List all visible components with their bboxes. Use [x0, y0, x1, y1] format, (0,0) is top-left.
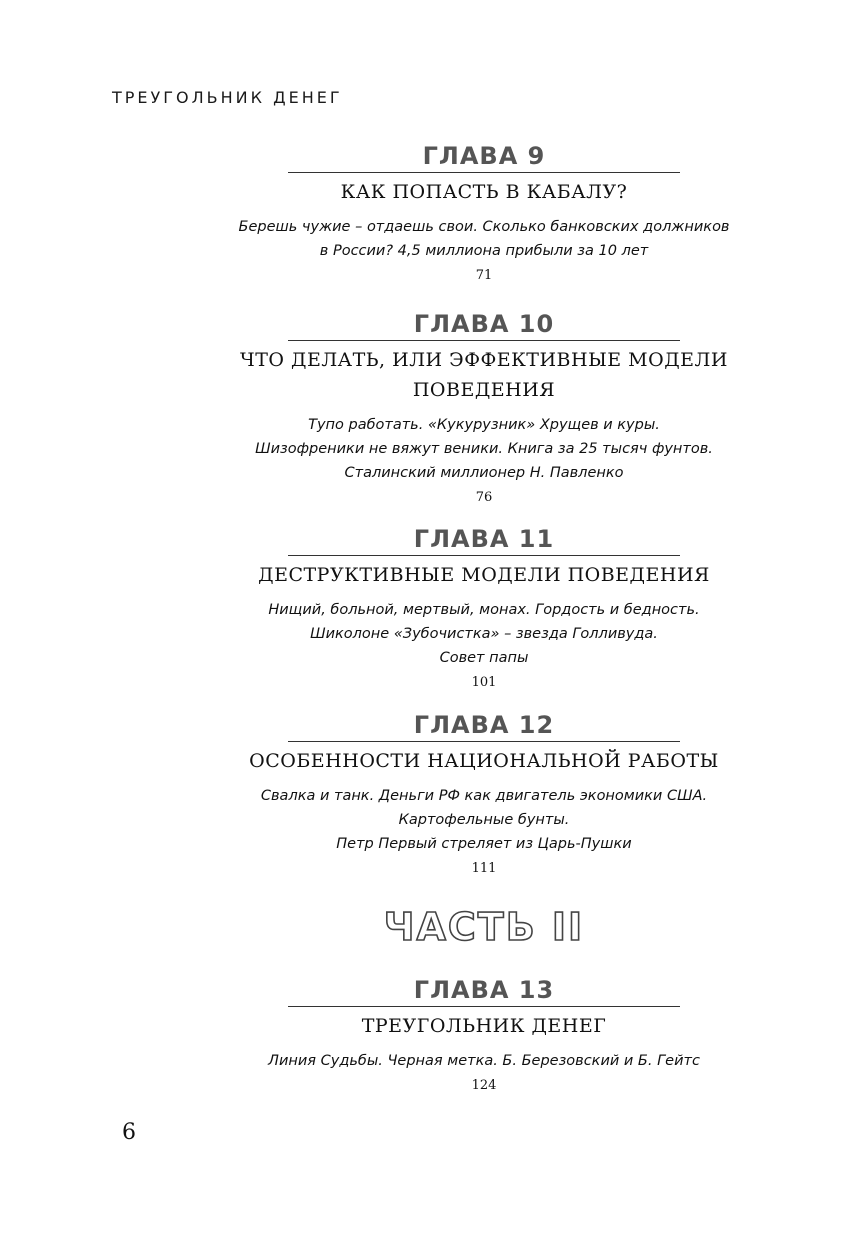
running-head: ТРЕУГОЛЬНИК ДЕНЕГ	[112, 88, 343, 107]
divider	[288, 555, 680, 556]
page-number: 101	[471, 675, 497, 690]
description-line: Берешь чужие – отдаешь свои. Сколько банковских должников	[238, 219, 730, 235]
chapter-title-line: ПОВЕДЕНИЯ	[412, 379, 556, 401]
description-line: Картофельные бунты.	[398, 812, 570, 828]
chapter-description	[218, 598, 750, 670]
description-line: Шиколоне «Зубочистка» – звезда Голливуда.	[310, 626, 658, 642]
chapter-title-line: ЧТО ДЕЛАТЬ, ИЛИ ЭФФЕКТИВНЫЕ МОДЕЛИ	[240, 349, 728, 371]
description-line: Совет папы	[439, 650, 529, 666]
description-line: Сталинский миллионер Н. Павленко	[344, 465, 624, 481]
divider	[288, 1006, 680, 1007]
chapter-title-line: ДЕСТРУКТИВНЫЕ МОДЕЛИ ПОВЕДЕНИЯ	[258, 564, 710, 586]
chapter-title	[288, 1011, 680, 1041]
chapter-title-line: ОСОБЕННОСТИ НАЦИОНАЛЬНОЙ РАБОТЫ	[249, 750, 719, 772]
description-line: Петр Первый стреляет из Царь-Пушки	[336, 836, 632, 852]
chapter-title-line: КАК ПОПАСТЬ В КАБАЛУ?	[340, 181, 628, 203]
chapter-title	[228, 345, 740, 405]
folio-page-number: 6	[122, 1120, 136, 1145]
chapter-number: ГЛАВА 13	[413, 976, 555, 1004]
part-heading: ЧАСТЬ II	[383, 905, 585, 949]
description-line: в России? 4,5 миллиона прибыли за 10 лет	[319, 243, 649, 259]
chapter-description	[218, 784, 750, 856]
divider	[288, 340, 680, 341]
chapter-title	[228, 746, 740, 776]
page-number: 111	[471, 861, 497, 876]
toc-entry-chapter-13[interactable]	[268, 976, 700, 1097]
chapter-number: ГЛАВА 9	[422, 142, 546, 170]
chapter-description	[218, 413, 750, 485]
description-line: Тупо работать. «Кукурузник» Хрущев и куры.	[308, 417, 660, 433]
page-number: 76	[475, 490, 493, 505]
description-line: Линия Судьбы. Черная метка. Б. Березовский и Б. Гейтс	[268, 1053, 700, 1069]
divider	[288, 172, 680, 173]
chapter-title	[288, 177, 680, 207]
chapter-number: ГЛАВА 12	[413, 711, 555, 739]
chapter-description	[218, 215, 750, 263]
description-line: Нищий, больной, мертвый, монах. Гордость и бедность.	[268, 602, 700, 618]
toc-entry-chapter-12[interactable]	[249, 711, 719, 880]
chapter-title	[228, 560, 740, 590]
toc-entry-chapter-9[interactable]	[238, 142, 730, 287]
toc-entry-chapter-10[interactable]	[240, 310, 728, 509]
chapter-number: ГЛАВА 11	[413, 525, 555, 553]
chapter-title-line: ТРЕУГОЛЬНИК ДЕНЕГ	[361, 1015, 607, 1037]
chapter-number: ГЛАВА 10	[413, 310, 555, 338]
description-line: Шизофреники не вяжут веники. Книга за 25 тысяч фунтов.	[255, 441, 713, 457]
toc-entry-chapter-11[interactable]	[258, 525, 710, 694]
divider	[288, 741, 680, 742]
page-number: 71	[475, 268, 493, 283]
description-line: Свалка и танк. Деньги РФ как двигатель экономики США.	[260, 788, 708, 804]
page-number: 124	[471, 1078, 497, 1093]
chapter-description	[218, 1049, 750, 1073]
